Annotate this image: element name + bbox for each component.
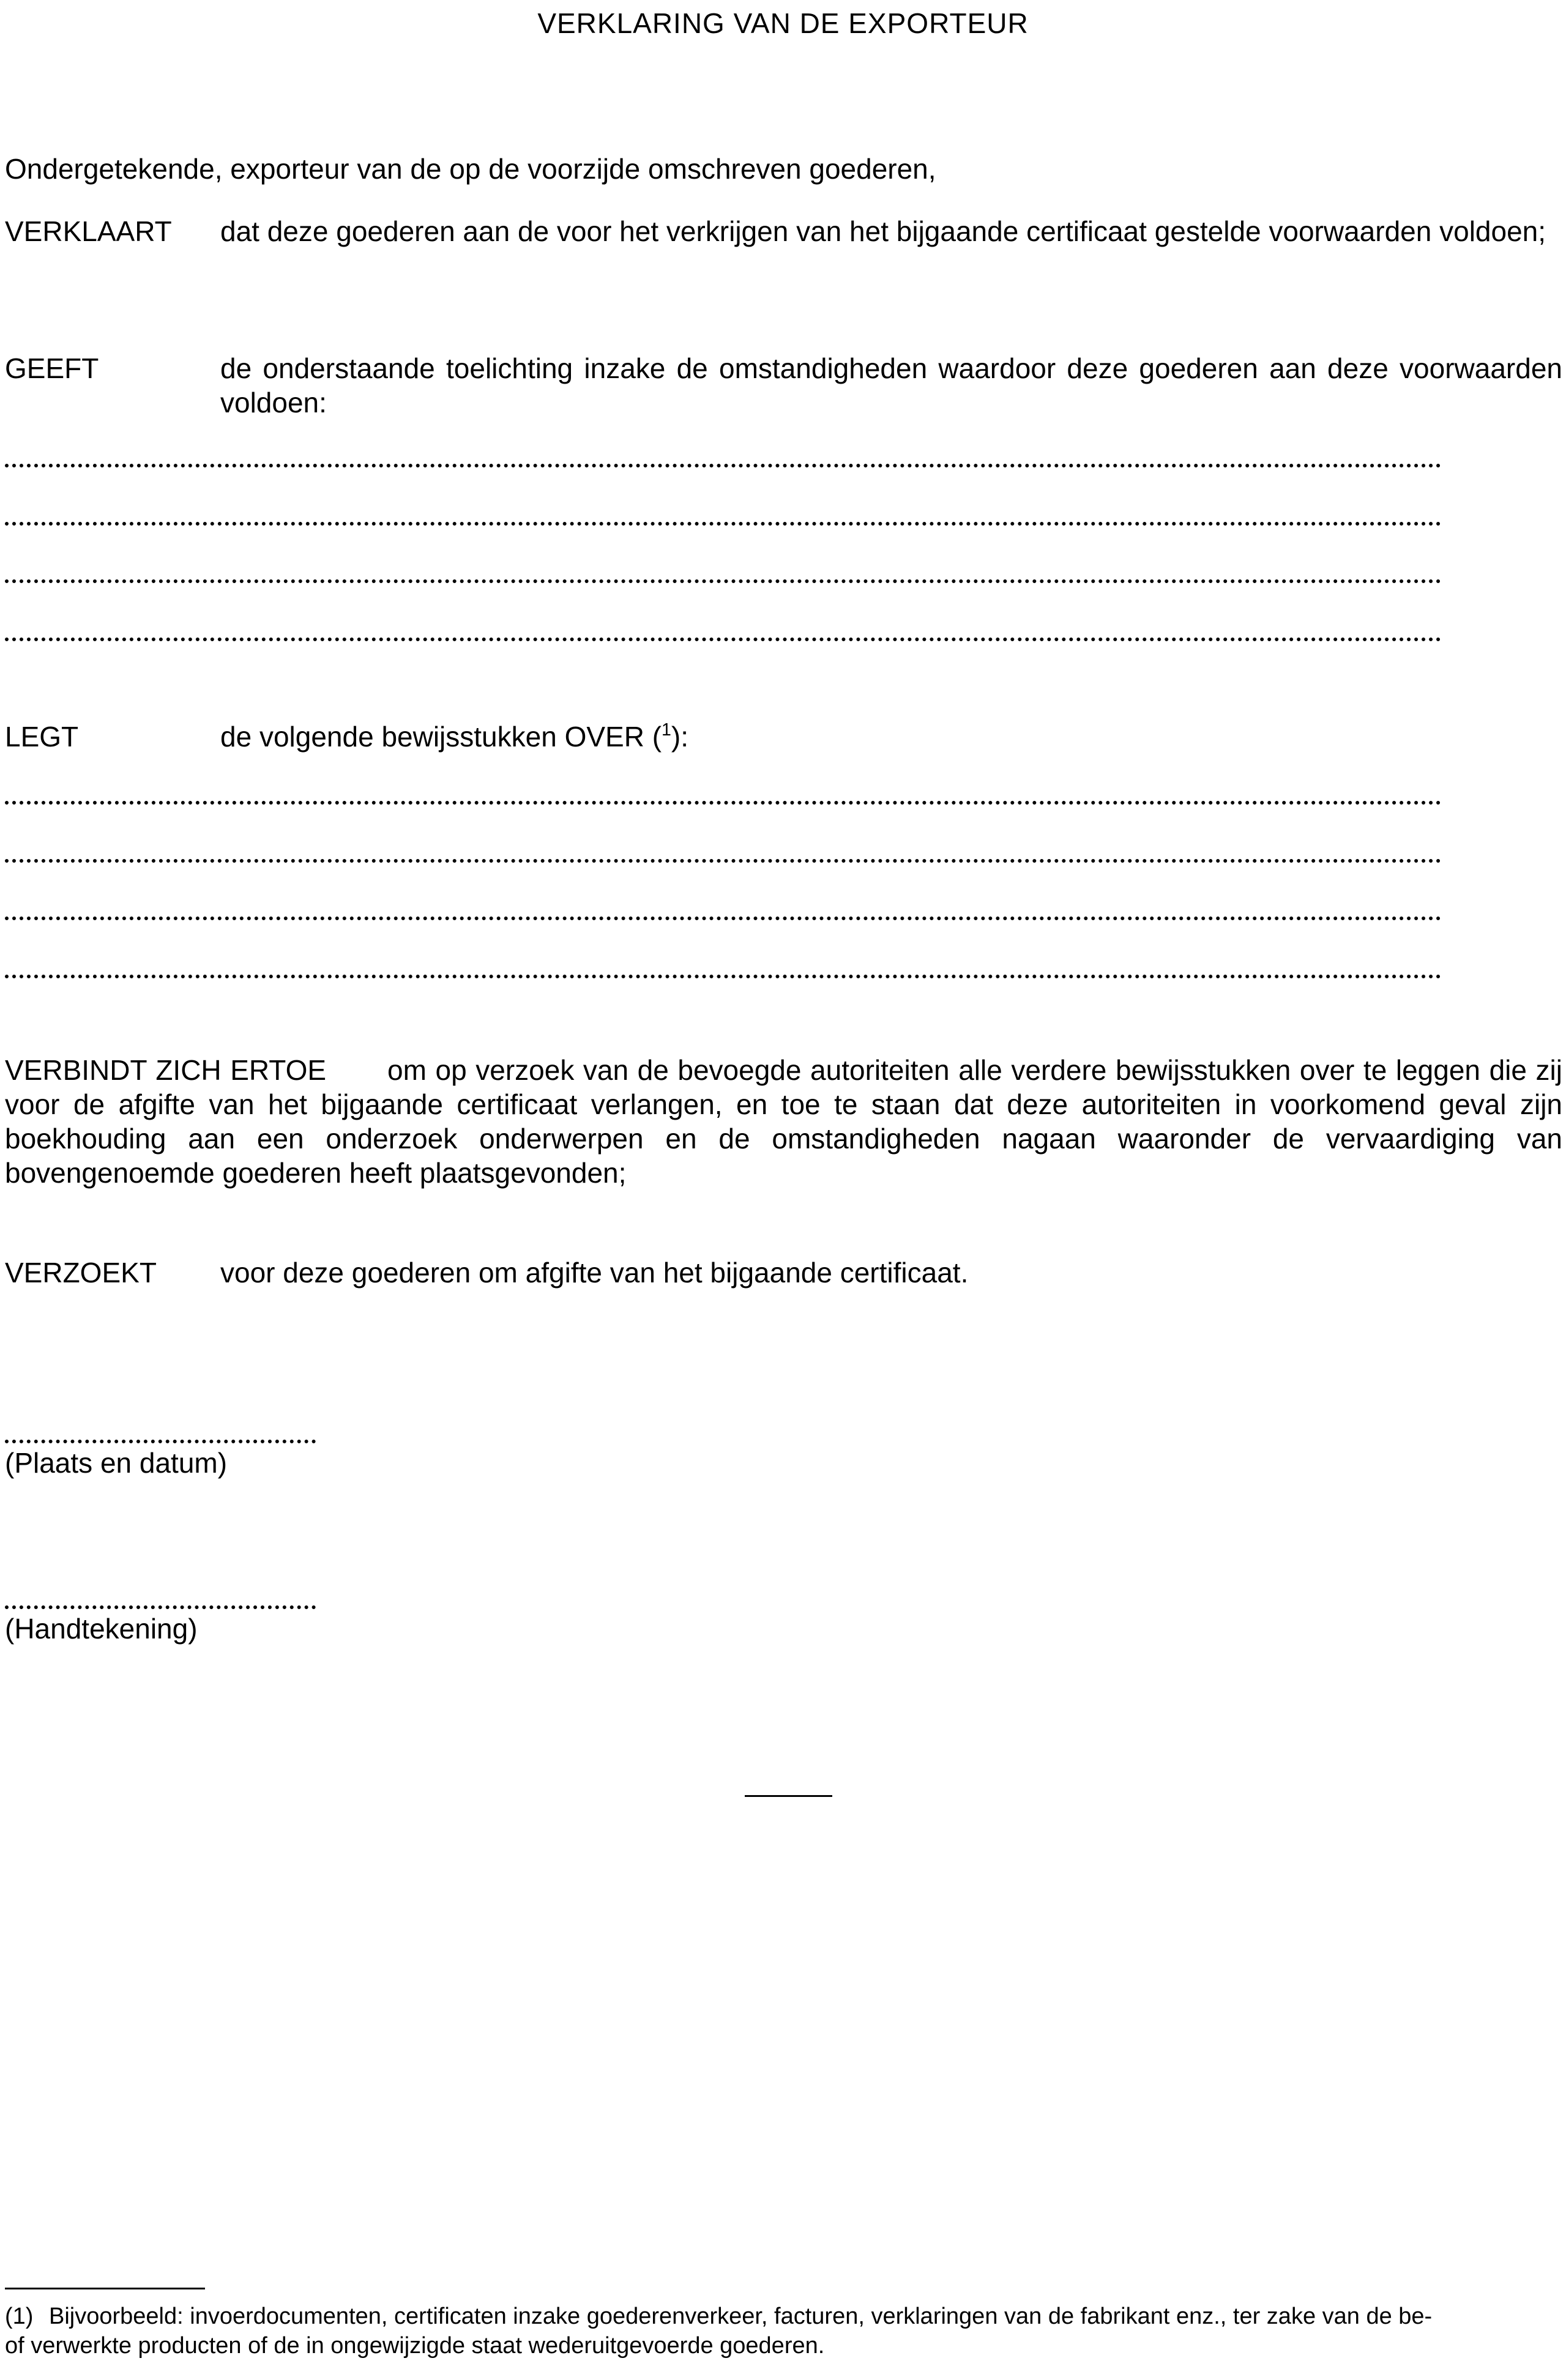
signature-line[interactable] xyxy=(5,1605,316,1609)
fill-line-7[interactable] xyxy=(5,917,1441,920)
verklaart-text: dat deze goederen aan de voor het verkrijgen van het bijgaande certificaat gestelde voorwaarden voldoen; xyxy=(220,215,1546,247)
verklaart-label: VERKLAART xyxy=(5,215,172,247)
footnote-line-1: Bijvoorbeeld: invoerdocumenten, certificaten inzake goederenverkeer, facturen, verklaringen van de fabrikant enz., ter zake van de be- xyxy=(49,2304,1433,2329)
intro-paragraph: Ondergetekende, exporteur van de op de voorzijde omschreven goederen, xyxy=(5,153,936,185)
signature-label: (Handtekening) xyxy=(5,1613,198,1645)
footnote-mark: (1) xyxy=(5,2304,34,2329)
footnote-line-2: of verwerkte producten of de in ongewijzigde staat wederuitgevoerde goederen. xyxy=(5,2333,825,2359)
fill-line-1[interactable] xyxy=(5,464,1441,467)
legt-text xyxy=(220,720,1562,754)
verzoekt-label: VERZOEKT xyxy=(5,1257,157,1289)
fill-line-4[interactable] xyxy=(5,638,1441,641)
fill-line-3[interactable] xyxy=(5,579,1441,583)
fill-line-2[interactable] xyxy=(5,522,1441,526)
place-date-line[interactable] xyxy=(5,1440,316,1443)
verzoekt-text: voor deze goederen om afgifte van het bijgaande certificaat. xyxy=(220,1257,969,1289)
verbindt-paragraph xyxy=(5,1053,1562,1190)
footnote xyxy=(5,2302,1562,2360)
verbindt-label: VERBINDT ZICH ERTOE xyxy=(5,1054,327,1086)
fill-line-6[interactable] xyxy=(5,859,1441,863)
legt-text-after: ): xyxy=(671,721,689,753)
section-divider xyxy=(745,1795,832,1797)
geeft-label: GEEFT xyxy=(5,352,99,384)
geeft-text: de onderstaande toelichting inzake de omstandigheden waardoor deze goederen aan deze voorwaarden voldoen: xyxy=(220,352,1562,418)
document-title: VERKLARING VAN DE EXPORTEUR xyxy=(537,7,1029,39)
legt-label: LEGT xyxy=(5,721,79,753)
place-date-label: (Plaats en datum) xyxy=(5,1447,228,1479)
footnote-reference: 1 xyxy=(662,720,671,740)
footnote-divider xyxy=(5,2288,205,2289)
fill-line-5[interactable] xyxy=(5,801,1441,805)
verbindt-text: om op verzoek van de bevoegde autoriteiten alle verdere bewijsstukken over te leggen die zij voor de afgifte van het bijgaande certificaat verlangen, en toe te staan dat deze autoriteiten in voorkomend geval zijn boekhouding aan een onderzoek onderwerpen en de omstandigheden nagaan waaronder de vervaardiging van bovengenoemde goederen heeft plaatsgevonden; xyxy=(5,1054,1562,1189)
fill-line-8[interactable] xyxy=(5,975,1441,978)
legt-text-before: de volgende bewijsstukken OVER ( xyxy=(220,721,662,753)
